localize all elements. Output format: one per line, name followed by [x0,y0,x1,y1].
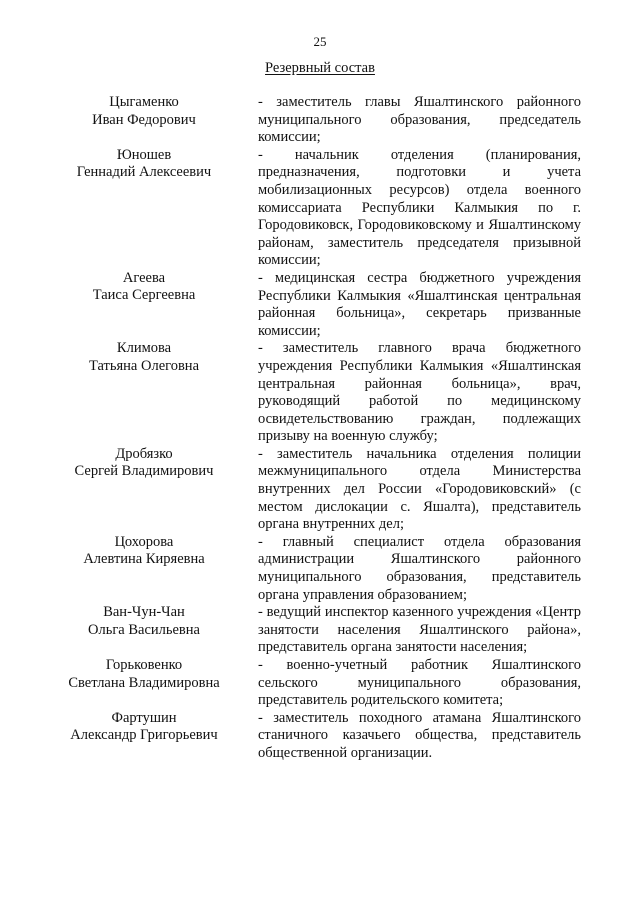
member-name: Дробязко Сергей Владимирович [74,445,214,480]
member-description: - военно-учетный работник Яшалтинского сельского муниципального образования, представитель родительского комитета; [258,657,581,709]
section-title [0,60,640,77]
member-name: Цыгаменко Иван Федорович [92,94,196,128]
member-name: Цохорова Алевтина Киряевна [83,533,205,568]
member-row [0,340,640,446]
page-number: 25 [313,34,327,49]
member-row [0,446,640,534]
member-name: Агеева Таиса Сергеевна [92,269,196,304]
section-title-text: Резервный состав [265,60,375,76]
member-description: - заместитель походного атамана Яшалтинского станичного казачьего общества, представитель общественной организации. [258,709,581,761]
member-row [0,270,640,340]
member-description: - главный специалист отдела образования администрации Яшалтинского районного муниципального образования, представитель органа управления образованием; [258,533,581,603]
member-description: - заместитель главы Яшалтинского районного муниципального образования, председатель комиссии; [258,94,581,146]
member-description: - медицинская сестра бюджетного учреждения Республики Калмыкия «Яшалтинская центральная районная больница», секретарь призванные комиссии; [258,269,581,339]
member-description: - ведущий инспектор казенного учреждения «Центр занятости населения Яшалтинского района», представитель органа занятости населения; [258,604,581,656]
members-list [0,94,640,763]
member-description: - заместитель начальника отделения полиции межмуниципального отдела Министерства внутренних дел России «Городовиковский» (с местом дислокации с. Яшалта), представитель органа внутренних дел; [258,445,581,533]
member-row [0,604,640,657]
member-name: Климова Татьяна Олеговна [88,340,200,374]
member-name: Горьковенко Светлана Владимировна [68,657,220,691]
member-row [0,657,640,710]
member-description: - заместитель главного врача бюджетного учреждения Республики Калмыкия «Яшалтинская центральная районная больница», врач, руководящий работой по медицинскому освидетельствованию граждан, подлежащих призыву на военную службу; [258,340,581,445]
member-name: Ван-Чун-Чан Ольга Васильевна [88,604,200,638]
member-row [0,534,640,604]
member-row [0,147,640,270]
member-name: Юношев Геннадий Алексеевич [76,146,212,181]
member-description: - начальник отделения (планирования, предназначения, подготовки и учета мобилизационных ресурсов) отдела военного комиссариата Республики Калмыкия по г. Городовиковск, Городовиковскому и Яшалтинскому районам, заместитель председателя призывной комиссии; [258,146,581,269]
member-row [0,94,640,147]
member-row [0,710,640,763]
member-name: Фартушин Александр Григорьевич [70,709,218,744]
